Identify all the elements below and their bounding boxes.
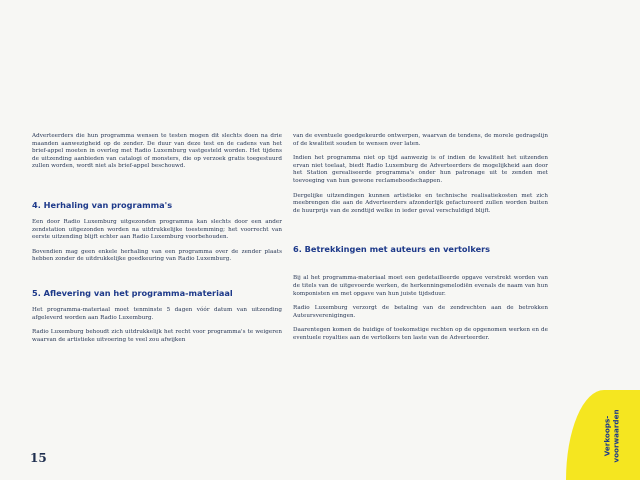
- section-tab-label: [594, 400, 630, 472]
- continuation-paragraph: van de eventuele goedgekeurde ontwerpen, waarvan de tendens, de morele gedragslijn of de kwaliteit souden te wensen over laten.: [293, 133, 548, 147]
- section-6-paragraph-3: Daarentegen komen de huidige of toekomstige rechten op de opgenomen werken en de eventuele royalties aan de vertolkers ten laste van de Adverteerder.: [293, 327, 548, 341]
- section-6-paragraph-2: Radio Luxemburg verzorgt de betaling van de zendrechten aan de betrokken Auteursverenigingen.: [293, 305, 548, 319]
- left-column: [32, 133, 282, 351]
- section-4-heading: 4. Herhaling van programma's: [32, 199, 173, 210]
- substitute-programme-paragraph: Indien het programma niet op tijd aanwezig is of indien de kwaliteit het uitzenden ervan niet toelaat, biedt Radio Luxemburg de Adverteerders de mogelijkheid aan door het Station gerealiseerde programma's onder hun patronage uit te zenden met toevoeging van hun gewone reclameboodschappen.: [293, 155, 548, 184]
- section-tab-line-1: Verkoops-: [602, 415, 612, 457]
- section-6-paragraph-1: Bij al het programma-materiaal moet een gedetailleerde opgave verstrekt worden van de titels van de uitgevoerde werken, de herkenningsmelodiën evenals de naam van hun komponisten en met opgave van hun juiste tijdsduur.: [293, 275, 548, 297]
- section-5-paragraph-2: Radio Luxemburg behoudt zich uitdrukkelijk het recht voor programma's te weigeren waarvan de artistieke uitvoering te veel zou afwijken: [32, 329, 282, 343]
- section-tab-line-2: voorwaarden: [611, 409, 620, 463]
- right-column: [293, 133, 548, 350]
- section-5-paragraph-1: Het programma-materiaal moet tenminste 5 dagen vóór datum van uitzending afgeleverd worden aan Radio Luxemburg.: [32, 306, 282, 321]
- section-5-heading: 5. Aflevering van het programma-materiaal: [32, 287, 233, 298]
- production-costs-paragraph: Dergelijke uitzendingen kunnen artistieke en technische realisatiekosten met zich meebrengen die aan de Adverteerders afzonderlijk gefactureerd zullen worden buiten de huurprijs van de zendtijd welke in ieder geval verschuldigd blijft.: [293, 192, 548, 214]
- section-6-heading: 6. Betrekkingen met auteurs en vertolkers: [293, 244, 491, 255]
- section-4-paragraph-1: Een door Radio Luxemburg uitgezonden programma kan slechts door een ander zendstation uitgezonden worden na uitdrukkelijke toestemming; het voorrecht van eerste uitzending blijft echter aan Radio Luxemburg voorbehouden.: [32, 218, 282, 241]
- page-number: 15: [30, 451, 47, 465]
- intro-paragraph: Adverteerders die hun programma wensen te testen mogen dit slechts doen na drie maanden aanwezigheid op de zender. De duur van deze test en de cadens van het brief-appel moeten in overleg met Radio Luxemburg vastgesteld worden. Het tijdens de uitzending aanbieden van catalogi of monsters, die op verzoek gratis toegestuurd zullen worden, wordt niet als brief-appel beschouwd.: [32, 133, 282, 170]
- section-4-paragraph-2: Bovendien mag geen enkele herhaling van een programma over de zender plaats hebben zonder de uitdrukkelijke goedkeuring van Radio Luxemburg.: [32, 248, 282, 263]
